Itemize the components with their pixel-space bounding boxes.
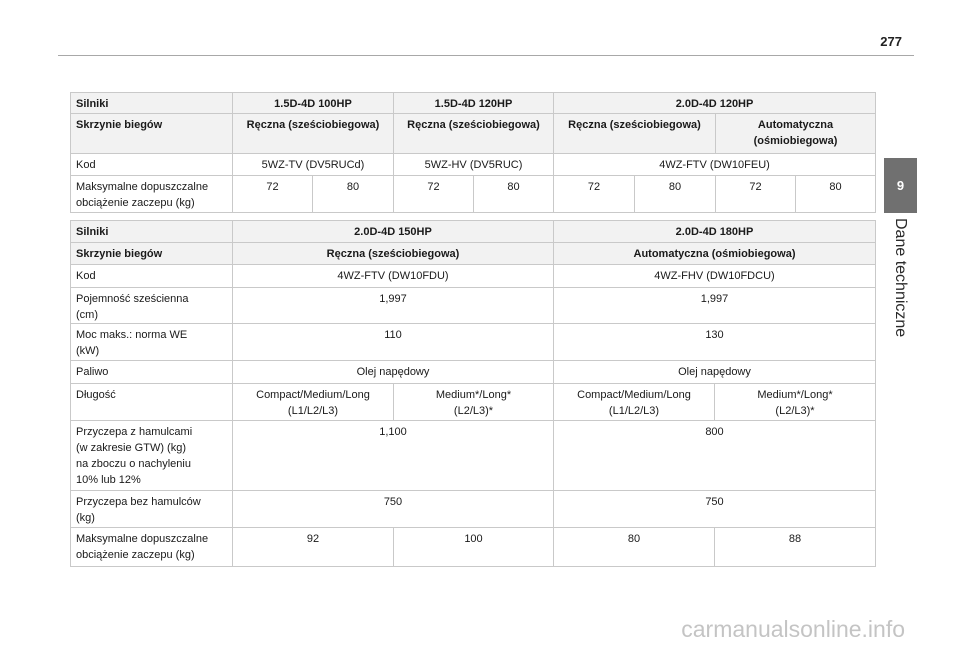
engines-label: Silniki: [71, 93, 233, 114]
engines-label: Silniki: [71, 221, 233, 243]
braked-trailer-label: Przyczepa z hamulcami (w zakresie GTW) (kg) na zboczu o nachyleniu 10% lub 12%: [71, 421, 233, 491]
braked-trailer-cell: 800: [554, 421, 876, 491]
code-cell: 4WZ-FHV (DW10FDCU): [554, 265, 876, 288]
gearbox-cell: Ręczna (sześciobiegowa): [233, 114, 394, 154]
max-power-label: Moc maks.: norma WE (kW): [71, 324, 233, 361]
braked-trailer-cell: 1,100: [233, 421, 554, 491]
hitch-load-label: Maksymalne dopuszczalne obciążenie zaczepu (kg): [71, 528, 233, 567]
code-cell: 5WZ-HV (DV5RUC): [394, 154, 554, 176]
gearbox-cell: Ręczna (sześciobiegowa): [394, 114, 554, 154]
displacement-cell: 1,997: [554, 288, 876, 324]
hitch-load-cell: 100: [394, 528, 554, 567]
hitch-load-cell: 88: [715, 528, 876, 567]
max-power-row: [71, 324, 876, 361]
header-divider: [58, 55, 914, 56]
gearbox-cell: Ręczna (sześciobiegowa): [233, 243, 554, 265]
hitch-load-cell: 72: [554, 176, 635, 213]
max-power-cell: 110: [233, 324, 554, 361]
gearbox-row: [71, 114, 876, 154]
code-cell: 5WZ-TV (DV5RUCd): [233, 154, 394, 176]
hitch-load-cell: 80: [635, 176, 716, 213]
engine-cell: 2.0D-4D 120HP: [554, 93, 876, 114]
length-cell: Medium*/Long* (L2/L3)*: [394, 384, 554, 421]
engine-cell: 1.5D-4D 120HP: [394, 93, 554, 114]
max-power-cell: 130: [554, 324, 876, 361]
length-label: Długość: [71, 384, 233, 421]
hitch-load-row: [71, 528, 876, 567]
displacement-row: [71, 288, 876, 324]
engine-cell: 2.0D-4D 180HP: [554, 221, 876, 243]
unbraked-trailer-row: [71, 491, 876, 528]
engines-row: [71, 93, 876, 114]
hitch-load-label: Maksymalne dopuszczalne obciążenie zaczepu (kg): [71, 176, 233, 213]
gearbox-label: Skrzynie biegów: [71, 243, 233, 265]
unbraked-trailer-cell: 750: [233, 491, 554, 528]
chapter-tab: 9: [884, 158, 917, 213]
length-cell: Compact/Medium/Long (L1/L2/L3): [233, 384, 394, 421]
unbraked-trailer-cell: 750: [554, 491, 876, 528]
length-cell: Compact/Medium/Long (L1/L2/L3): [554, 384, 715, 421]
displacement-cell: 1,997: [233, 288, 554, 324]
fuel-cell: Olej napędowy: [233, 361, 554, 384]
hitch-load-cell: 80: [313, 176, 394, 213]
braked-trailer-row: [71, 421, 876, 491]
hitch-load-cell: 72: [233, 176, 313, 213]
spec-table-1: [70, 92, 876, 213]
engine-cell: 2.0D-4D 150HP: [233, 221, 554, 243]
hitch-load-cell: 72: [394, 176, 474, 213]
length-row: [71, 384, 876, 421]
hitch-load-cell: 80: [474, 176, 554, 213]
code-label: Kod: [71, 265, 233, 288]
fuel-label: Paliwo: [71, 361, 233, 384]
code-cell: 4WZ-FTV (DW10FDU): [233, 265, 554, 288]
watermark: carmanualsonline.info: [681, 616, 905, 642]
hitch-load-cell: 80: [554, 528, 715, 567]
hitch-load-cell: 80: [796, 176, 876, 213]
displacement-label: Pojemność sześcienna (cm): [71, 288, 233, 324]
fuel-cell: Olej napędowy: [554, 361, 876, 384]
spec-table-2: [70, 220, 876, 567]
hitch-load-row: [71, 176, 876, 213]
code-row: [71, 265, 876, 288]
length-cell: Medium*/Long* (L2/L3)*: [715, 384, 876, 421]
hitch-load-cell: 72: [716, 176, 796, 213]
unbraked-trailer-label: Przyczepa bez hamulców (kg): [71, 491, 233, 528]
code-label: Kod: [71, 154, 233, 176]
code-cell: 4WZ-FTV (DW10FEU): [554, 154, 876, 176]
fuel-row: [71, 361, 876, 384]
chapter-title: Dane techniczne: [892, 218, 909, 338]
code-row: [71, 154, 876, 176]
gearbox-label: Skrzynie biegów: [71, 114, 233, 154]
gearbox-row: [71, 243, 876, 265]
gearbox-cell: Ręczna (sześciobiegowa): [554, 114, 716, 154]
engines-row: [71, 221, 876, 243]
page-number: 277: [880, 34, 902, 49]
hitch-load-cell: 92: [233, 528, 394, 567]
gearbox-cell: Automatyczna (ośmiobiegowa): [716, 114, 876, 154]
engine-cell: 1.5D-4D 100HP: [233, 93, 394, 114]
gearbox-cell: Automatyczna (ośmiobiegowa): [554, 243, 876, 265]
